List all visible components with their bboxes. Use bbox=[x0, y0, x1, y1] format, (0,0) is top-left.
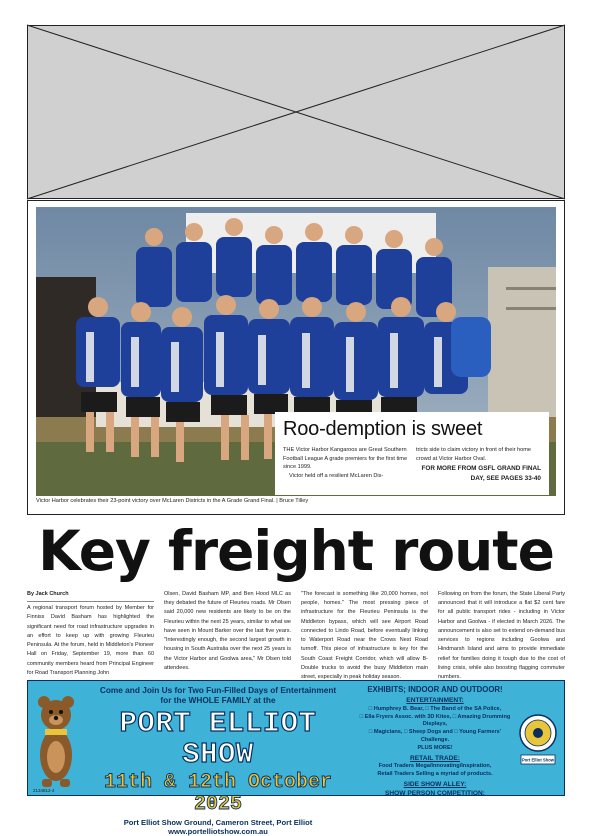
ad-location: Port Elliot Show Ground, Cameron Street, Port Elliot bbox=[123, 817, 313, 827]
show-logo-label: Port Elliot Show bbox=[521, 757, 555, 763]
ad-invite-line-2: for the WHOLE FAMILY at the bbox=[160, 695, 276, 706]
story-text-1: THE Victor Harbor Kangaroos are Great Southern Football League A grade premiers for the first time since 1999. bbox=[283, 447, 408, 471]
story-cta[interactable]: FOR MORE FROM GSFL GRAND FINAL DAY, SEE PAGES 33-40 bbox=[421, 465, 541, 482]
article-column-4 bbox=[438, 590, 565, 681]
article-text-1: A regional transport forum hosted by Member for Finniss David Basham has highlighted the significant need for road infrastructure upgrades in an effort to keep up with growing Fleurieu Peninsula. At the forum, held in Middleton's Pioneer Hall on Friday, September 19, more than 60 community members heard from Principal Engineer for Road Transport Planning John bbox=[27, 605, 154, 676]
ad-exhibits: EXHIBITS; INDOOR AND OUTDOOR! bbox=[367, 685, 503, 694]
story-title: Roo-demption is sweet bbox=[283, 418, 483, 440]
article-column-1 bbox=[27, 590, 154, 678]
ad-competition: SHOW PERSON COMPETITION: bbox=[384, 790, 485, 798]
story-text-2: tricts side to claim victory in front of their home crowd at Victor Harbor Oval. bbox=[416, 447, 532, 462]
ad-retail-heading: RETAIL TRADE: bbox=[410, 754, 460, 762]
port-elliot-show-ad[interactable] bbox=[27, 680, 565, 836]
ad-plus-more: PLUS MORE! bbox=[417, 744, 453, 751]
bear-mascot-icon bbox=[32, 685, 80, 791]
ad-entertainment-2: □ Ella Fryers Assoc. with 3D Kites, □ Amazing Drumming Displays, bbox=[359, 713, 511, 728]
byline: By Jack Church bbox=[27, 590, 154, 602]
article-text-4: Following on from the forum, the State Liberal Party announced that it will introduce a flat $2 cent fare for all public transport rides - including in Victor Harbor and Goolwa - if elected in March 2026. The announcement is also set to extend on-demand bus services to regions including Goolwa and Hindmarsh Island and aims to provide immediate relief for families doing it tough due to the cost of living crisis, while also boosting flagging commuter numbers. bbox=[438, 591, 565, 681]
article-column-2 bbox=[164, 590, 291, 678]
ad-entertainment-1: □ Humphrey B. Bear, □ The Band of the SA Police, bbox=[368, 705, 502, 712]
ad-entertainment-heading: ENTERTAINMENT: bbox=[406, 697, 464, 705]
page-headline: Key freight route bbox=[38, 519, 554, 583]
ad-title: PORT ELLIOT SHOW bbox=[119, 706, 317, 771]
ad-dates: 11th & 12th October 2025 bbox=[103, 770, 333, 816]
ad-details bbox=[358, 685, 512, 799]
ad-reference-tag: 2134812-4 bbox=[33, 788, 55, 793]
story-teaser bbox=[275, 412, 549, 495]
photo-caption: Victor Harbor celebrates their 23-point victory over McLaren Districts in the A Grade Grand Final. | Bruce Tilley bbox=[36, 498, 309, 504]
ad-retail-1: Food Traders Mega/Innovating/Inspiration, bbox=[378, 763, 492, 770]
article-body bbox=[27, 590, 565, 681]
ad-entertainment-3: □ Magicians, □ Sheep Dogs and □ Young Farmers' Challenge. bbox=[368, 729, 502, 743]
story-text-1b: Victor held off a resilient McLaren Dis- bbox=[289, 472, 384, 479]
ad-website-link[interactable]: www.portelliotshow.com.au bbox=[168, 826, 268, 836]
article-text-3: "The forecast is something like 20,000 homes, not people, homes." The most pressing piece of infrastructure for the Fleurieu Peninsula is the Middleton bypass, which will see Airport Road connected to Lindo Road, before eventually linking to Waterport Road near the Crows Nest Road turnoff. This piece of infrastructure is key for the South Coast Freight Corridor, which will allow B-Double trucks to avoid the busy Middleton main street, especially in peak holiday season. bbox=[301, 591, 428, 681]
ad-invite-line-1: Come and Join Us for Two Fun-Filled Days of Entertainment bbox=[99, 685, 337, 695]
show-logo-icon bbox=[518, 711, 558, 767]
ad-sideshow: SIDE SHOW ALLEY: bbox=[403, 780, 467, 788]
article-column-3 bbox=[301, 590, 428, 681]
ad-retail-2: Retail Traders Selling a myriad of products. bbox=[377, 771, 493, 778]
article-text-2: Olsen, David Basham MP, and Ben Hood MLC as they debated the future of Fleurieu roads. Mr Olsen said 20,000 new residents are likely to be on the Fleurieu within the next 25 years, similar to what we have seen in Mount Barker over the last five years. "Interestingly enough, the second largest growth in housing in South Australia over the next 25 years is the Victor Harbor and Goolwa area," Mr Olsen told attendees. bbox=[164, 591, 291, 671]
masthead-placeholder bbox=[27, 25, 565, 199]
ad-main-block bbox=[80, 685, 356, 836]
